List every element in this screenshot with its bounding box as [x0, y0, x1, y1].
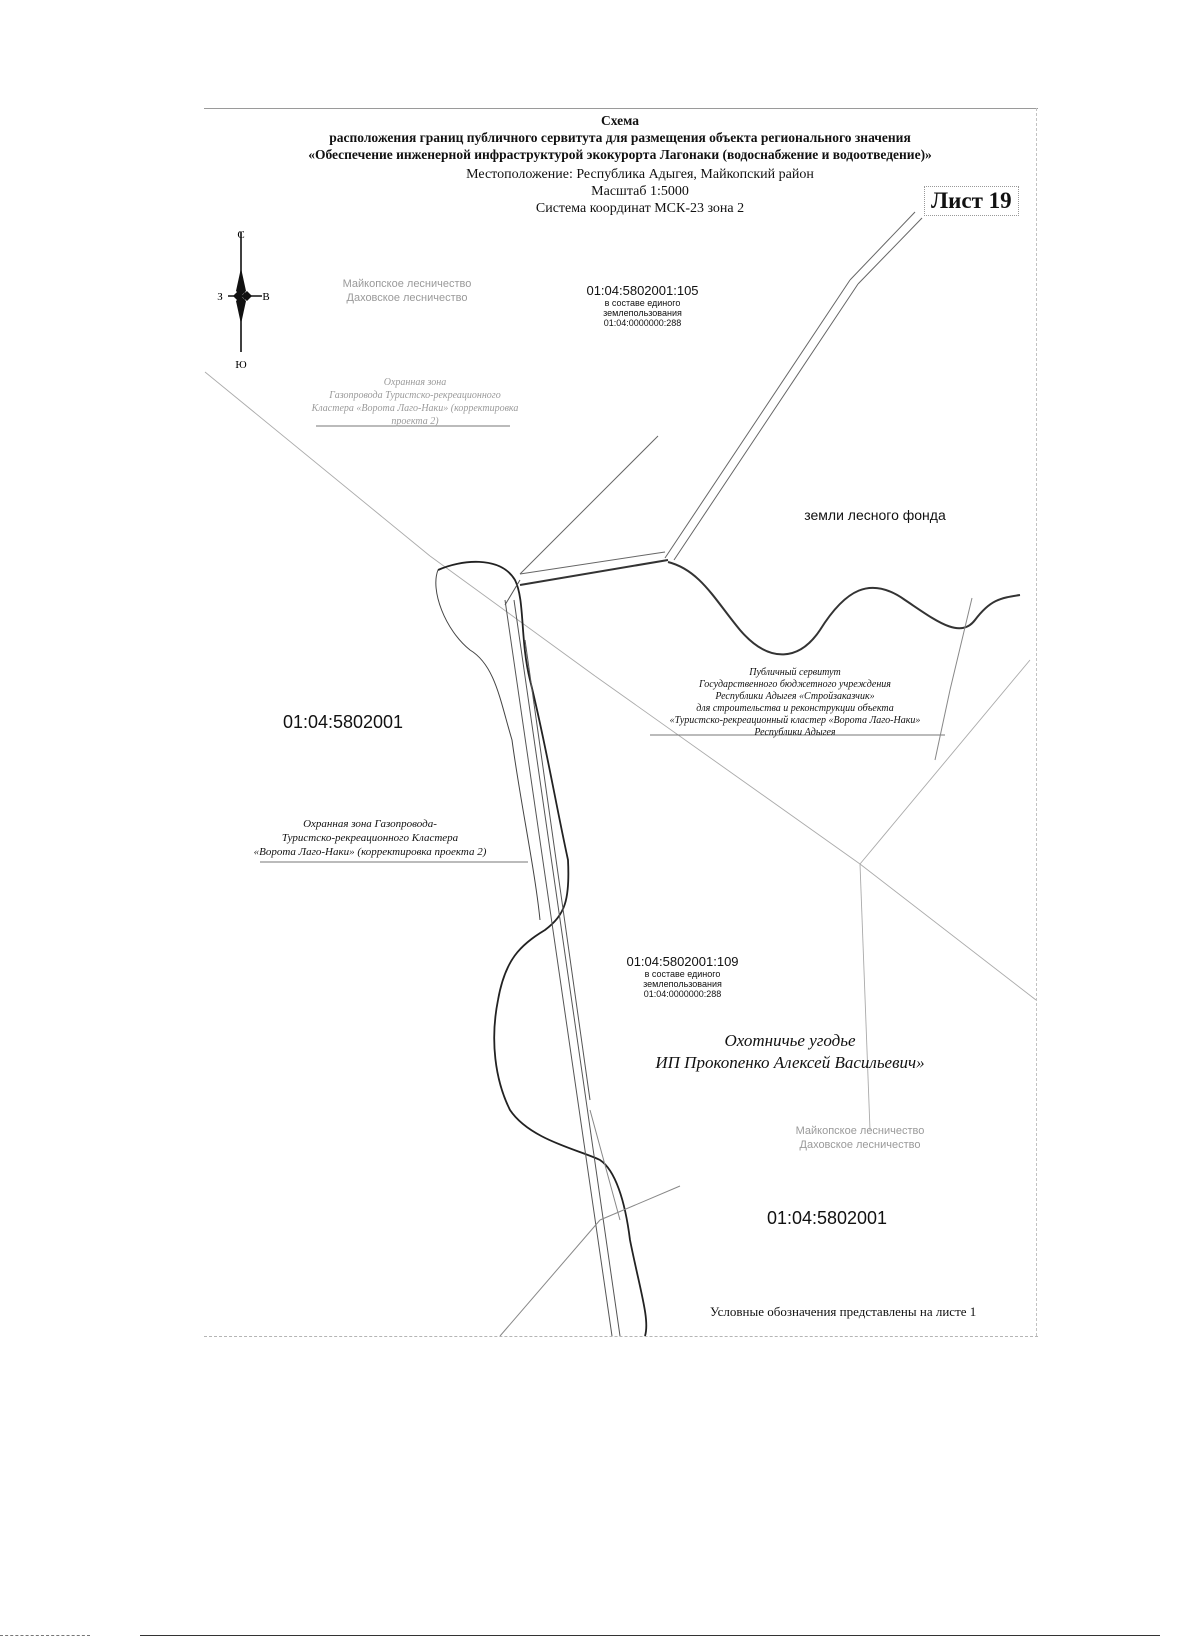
quarter-label-left: 01:04:5802001 — [282, 712, 404, 732]
location-text: Местоположение: Республика Адыгея, Майкопский район — [466, 167, 814, 182]
scale-text: Масштаб 1:5000 — [591, 184, 689, 199]
lower-boundaries — [500, 1110, 680, 1336]
hunting-ground-boundary — [438, 562, 646, 1336]
page-bottom-rule — [140, 1635, 1160, 1636]
hunting-ground-label — [620, 1030, 960, 1074]
servitude-line-5: «Туристско-рекреационный кластер «Ворота Лаго-Наки» — [669, 715, 921, 726]
compass-west: З — [217, 291, 223, 303]
parcel-109-sub-2: землепользования — [643, 979, 722, 989]
page-bottom-rule-left — [0, 1635, 90, 1636]
legend-note: Условные обозначения представлены на листе 1 — [710, 1304, 977, 1319]
parcel-105-number: 01:04:5802001:105 — [586, 283, 699, 298]
title-line-2: расположения границ публичного сервитута для размещения объекта регионального значения — [329, 130, 911, 145]
faint-gas-zone-label-top — [300, 376, 530, 428]
servitude-line-4: для строительства и реконструкции объекта — [696, 703, 894, 714]
parcel-105-label — [560, 283, 725, 328]
faint-forestry-label-bottom — [770, 1124, 950, 1152]
faint-forestry-bottom-line-1: Майкопское лесничество — [795, 1125, 925, 1137]
title-line-1: Схема — [600, 113, 639, 128]
quarter-boundaries — [205, 372, 1036, 1130]
faint-forestry-line-1: Майкопское лесничество — [342, 278, 472, 290]
faint-gas-line-2: Газопровода Туристско-рекреационного — [329, 390, 501, 401]
hunting-line-1: Охотничье угодье — [724, 1031, 856, 1050]
forest-land-label: земли лесного фонда — [804, 507, 946, 523]
servitude-line-2: Государственного бюджетного учреждения — [699, 679, 891, 690]
faint-forestry-bottom-line-2: Даховское лесничество — [799, 1139, 921, 1151]
coord-system-text: Система координат МСК-23 зона 2 — [535, 201, 745, 216]
faint-gas-line-3: Кластера «Ворота Лаго-Наки» (корректировка проекта 2) — [311, 403, 519, 427]
compass-rose — [228, 232, 262, 352]
road-lines — [520, 212, 922, 585]
servitude-label — [640, 667, 950, 739]
faint-forestry-label-top — [322, 277, 492, 305]
parcel-109-sub-1: в составе единого — [644, 969, 721, 979]
gas-zone-label — [215, 817, 525, 859]
title-line-3: «Обеспечение инженерной инфраструктурой экокурорта Лагонаки (водоснабжение и водоотведение)» — [308, 147, 932, 162]
quarter-label-right: 01:04:5802001 — [766, 1208, 888, 1228]
gas-zone-line-2: Туристско-рекреационного Кластера — [281, 832, 459, 844]
servitude-line-1: Публичный сервитут — [749, 667, 841, 678]
servitude-line-6: Республики Адыгея — [754, 727, 836, 738]
parcel-109-label — [600, 954, 765, 999]
compass-south: Ю — [235, 359, 247, 371]
parcel-109-number: 01:04:5802001:109 — [626, 954, 739, 969]
sheet-number: Лист 19 — [924, 186, 1019, 216]
hunting-ground-boundary-west — [436, 570, 540, 920]
gas-zone-line-1: Охранная зона Газопровода- — [303, 818, 437, 830]
compass-north: С — [237, 229, 245, 241]
servitude-line-3: Республики Адыгея «Стройзаказчик» — [715, 691, 875, 702]
servitude-boundary — [668, 562, 1020, 654]
parcel-109-sub-3: 01:04:0000000:288 — [643, 989, 722, 999]
parcel-105-sub-2: землепользования — [603, 308, 682, 318]
faint-forestry-line-2: Даховское лесничество — [346, 292, 468, 304]
faint-gas-line-1: Охранная зона — [383, 377, 447, 388]
gas-zone-line-3: «Ворота Лаго-Наки» (корректировка проекта 2) — [253, 846, 487, 858]
hunting-line-2: ИП Прокопенко Алексей Васильевич» — [655, 1053, 925, 1072]
parcel-105-sub-1: в составе единого — [604, 298, 681, 308]
compass-east: В — [262, 291, 270, 303]
parcel-105-sub-3: 01:04:0000000:288 — [603, 318, 682, 328]
